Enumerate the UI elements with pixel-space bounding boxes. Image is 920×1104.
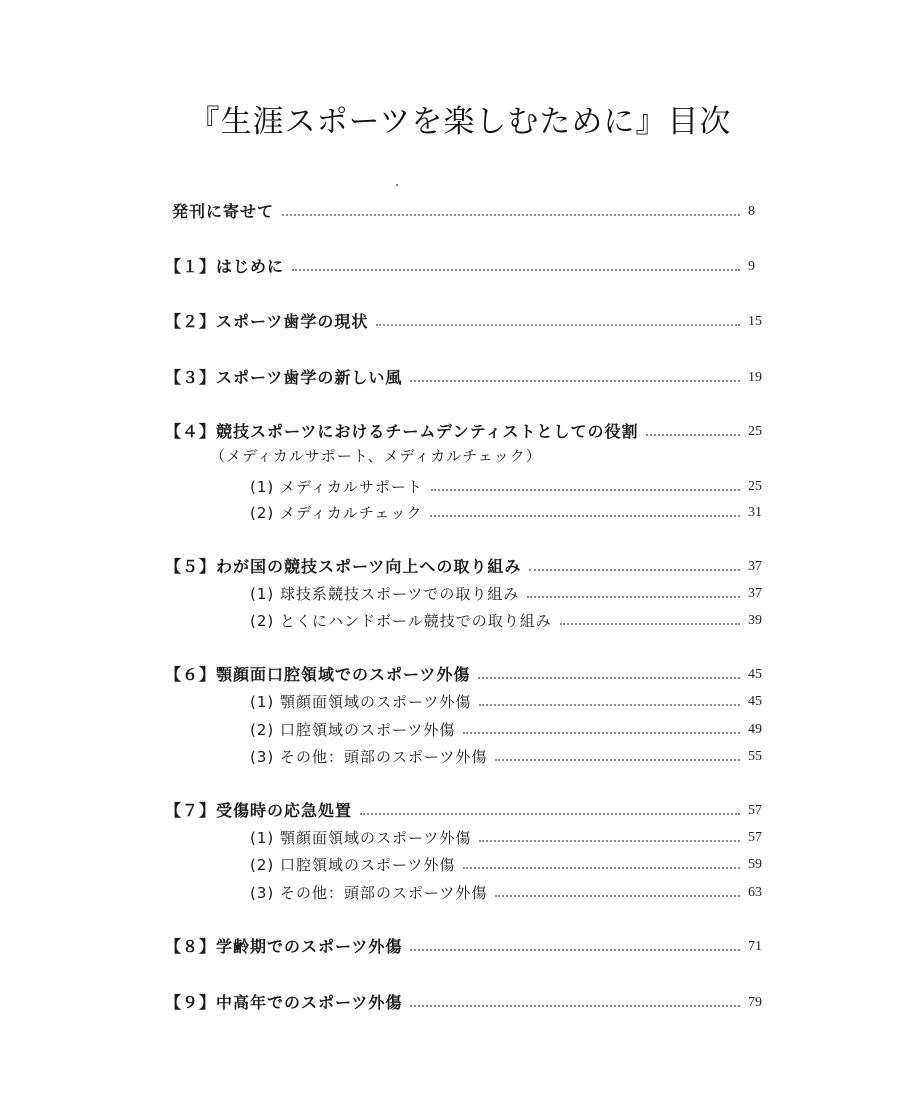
dot-leader bbox=[463, 867, 740, 869]
toc-entry-label: (1) 球技系競技スポーツでの取り組み bbox=[250, 585, 520, 603]
toc-entry-chapter-1[interactable] bbox=[165, 253, 768, 277]
toc-subentry-4-1[interactable] bbox=[250, 473, 768, 497]
toc-page-number: 57 bbox=[748, 803, 762, 818]
dot-leader bbox=[529, 569, 740, 571]
dot-leader bbox=[292, 269, 740, 271]
toc-entry-label: 【１】はじめに bbox=[165, 257, 285, 276]
toc-page-number: 45 bbox=[748, 694, 762, 709]
toc-page-number: 37 bbox=[748, 559, 762, 574]
dot-leader bbox=[495, 895, 740, 897]
toc-page-number: 79 bbox=[748, 995, 762, 1010]
toc-entry-chapter-2[interactable] bbox=[165, 308, 768, 332]
dot-leader bbox=[463, 732, 740, 734]
dot-leader bbox=[495, 759, 740, 761]
toc-subentry-7-3[interactable] bbox=[250, 879, 768, 903]
dot-leader bbox=[410, 380, 740, 382]
toc-entry-label: (1) 顎顔面領域のスポーツ外傷 bbox=[250, 693, 472, 711]
dot-leader bbox=[410, 949, 740, 951]
toc-page-number: 57 bbox=[748, 830, 762, 845]
toc-page-number: 9 bbox=[748, 259, 755, 274]
toc-entry-label: (1) メディカルサポート bbox=[250, 478, 423, 496]
toc-page-number: 19 bbox=[748, 370, 762, 385]
toc-entry-label: 【７】受傷時の応急処置 bbox=[165, 801, 353, 820]
toc-page-number: 63 bbox=[748, 885, 762, 900]
dot-leader bbox=[479, 704, 740, 706]
toc-page-number: 8 bbox=[748, 204, 755, 219]
toc-entry-label: 【５】わが国の競技スポーツ向上への取り組み bbox=[165, 557, 522, 576]
toc-entry-chapter-9[interactable] bbox=[165, 989, 768, 1013]
toc-page-number: 31 bbox=[748, 505, 762, 520]
toc-entry-label: 発刊に寄せて bbox=[172, 202, 275, 221]
toc-entry-chapter-8[interactable] bbox=[165, 933, 768, 957]
toc-entry-label: 【８】学齢期でのスポーツ外傷 bbox=[165, 937, 403, 956]
toc-page-number: 25 bbox=[748, 424, 762, 439]
toc-entry-label: 【２】スポーツ歯学の現状 bbox=[165, 312, 369, 331]
dot-leader bbox=[478, 677, 740, 679]
toc-subentry-5-1[interactable] bbox=[250, 580, 768, 604]
toc-entry-label: (2) 口腔領域のスポーツ外傷 bbox=[250, 721, 456, 739]
toc-entry-label: 【６】顎顔面口腔領域でのスポーツ外傷 bbox=[165, 665, 471, 684]
toc-page-number: 25 bbox=[748, 479, 762, 494]
toc-page-number: 55 bbox=[748, 749, 762, 764]
dot-leader bbox=[431, 489, 740, 491]
dot-leader bbox=[376, 324, 740, 326]
dot-leader bbox=[430, 515, 740, 517]
toc-entry-foreword[interactable] bbox=[172, 198, 768, 222]
toc-entry-label: 【３】スポーツ歯学の新しい風 bbox=[165, 368, 403, 387]
toc-subentry-6-2[interactable] bbox=[250, 716, 768, 740]
toc-page-number: 39 bbox=[748, 613, 762, 628]
toc-entry-label: (1) 顎顔面領域のスポーツ外傷 bbox=[250, 829, 472, 847]
toc-entry-note: （メディカルサポート、メディカルチェック） bbox=[210, 447, 542, 465]
dot-leader bbox=[282, 214, 740, 216]
toc-page-number: 49 bbox=[748, 722, 762, 737]
toc-subentry-7-2[interactable] bbox=[250, 851, 768, 875]
toc-subentry-6-1[interactable] bbox=[250, 688, 768, 712]
toc-entry-label: (3) その他：頭部のスポーツ外傷 bbox=[250, 884, 488, 902]
toc-page-number: 15 bbox=[748, 314, 762, 329]
toc-entry-label: 【４】競技スポーツにおけるチームデンティストとしての役割 bbox=[165, 422, 639, 441]
toc-page-number: 59 bbox=[748, 857, 762, 872]
dot-leader bbox=[527, 596, 740, 598]
toc-subentry-7-1[interactable] bbox=[250, 824, 768, 848]
dot-leader bbox=[646, 434, 740, 436]
toc-entry-label: (2) 口腔領域のスポーツ外傷 bbox=[250, 856, 456, 874]
toc-entry-label: (2) メディカルチェック bbox=[250, 504, 423, 522]
toc-subentry-4-2[interactable] bbox=[250, 499, 768, 523]
page-title: 『生涯スポーツを楽しむために』目次 bbox=[188, 104, 732, 140]
toc-entry-chapter-4[interactable] bbox=[165, 418, 768, 442]
toc-entry-chapter-6[interactable] bbox=[165, 661, 768, 685]
toc-entry-label: (3) その他：頭部のスポーツ外傷 bbox=[250, 748, 488, 766]
dot-leader bbox=[560, 623, 740, 625]
toc-entry-label: (2) とくにハンドボール競技での取り組み bbox=[250, 612, 552, 630]
toc-entry-chapter-3[interactable] bbox=[165, 364, 768, 388]
dot-leader bbox=[360, 813, 740, 815]
dot-leader bbox=[479, 840, 740, 842]
stray-mark bbox=[396, 184, 398, 186]
toc-page-number: 71 bbox=[748, 939, 762, 954]
toc-entry-chapter-5[interactable] bbox=[165, 553, 768, 577]
toc-page-number: 45 bbox=[748, 667, 762, 682]
toc-subentry-5-2[interactable] bbox=[250, 607, 768, 631]
toc-page-number: 37 bbox=[748, 586, 762, 601]
toc-entry-chapter-7[interactable] bbox=[165, 797, 768, 821]
toc-subentry-6-3[interactable] bbox=[250, 743, 768, 767]
dot-leader bbox=[410, 1005, 740, 1007]
toc-entry-label: 【９】中高年でのスポーツ外傷 bbox=[165, 993, 403, 1012]
